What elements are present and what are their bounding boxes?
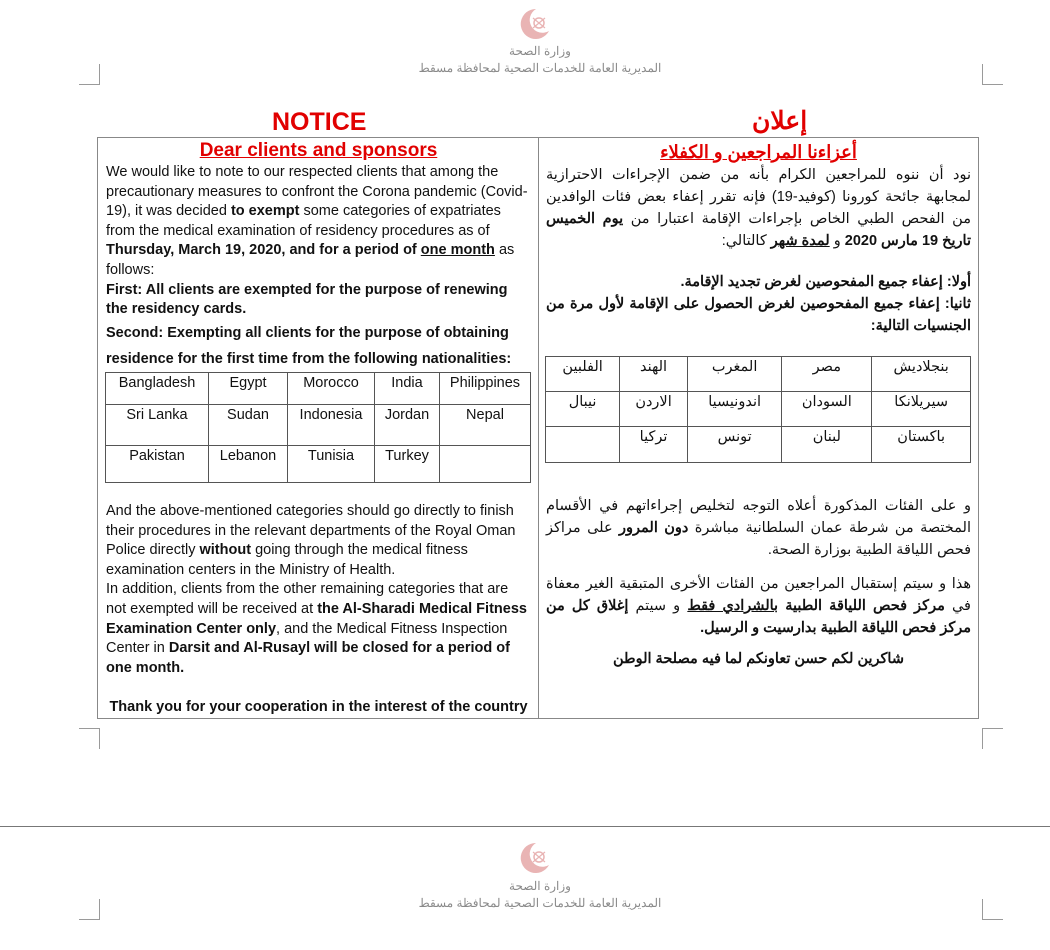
text: And the above-mentioned categories should go directly to finish their procedures in the relevant departments of the Royal Oman Police directly xyxy=(106,503,516,559)
country-cell: Sri Lanka xyxy=(106,405,209,446)
country-cell: الهند xyxy=(620,357,688,392)
notice-title: NOTICE xyxy=(272,108,367,136)
page-separator xyxy=(0,826,1050,827)
country-cell: Morocco xyxy=(288,373,375,405)
country-cell: Indonesia xyxy=(288,405,375,446)
arabic-intro xyxy=(546,164,971,337)
country-cell: India xyxy=(375,373,440,405)
column-divider xyxy=(538,137,539,719)
country-cell xyxy=(546,427,620,463)
text: على مراكز فحص اللياقة الطبية بوزارة الصحة. xyxy=(546,520,971,558)
text: يوم الخميس تاريخ 19 مارس 2020 xyxy=(546,211,971,249)
text: going through the medical fitness examination centers in the Ministry of Health. xyxy=(106,542,468,578)
country-cell: سيريلانكا xyxy=(872,392,971,427)
text: We would like to note to our respected clients that among the precautionary measures to confront the Corona pandemic (Covid-19), it was decided xyxy=(106,164,528,220)
country-cell: تونس xyxy=(687,427,782,463)
text: one month xyxy=(420,242,495,259)
country-cell: تركيا xyxy=(620,427,688,463)
country-cell: Egypt xyxy=(209,373,288,405)
country-cell: اندونيسيا xyxy=(687,392,782,427)
first-clause: First: All clients are exempted for the purpose of renewing the residency cards. xyxy=(106,281,508,318)
arabic-instructions xyxy=(546,495,971,639)
country-cell: Nepal xyxy=(440,405,531,446)
text: to exempt xyxy=(230,203,300,220)
country-cell: Turkey xyxy=(375,446,440,483)
crop-mark xyxy=(79,728,100,749)
text: لمدة شهر xyxy=(770,233,830,249)
country-cell: Sudan xyxy=(209,405,288,446)
country-cell: مصر xyxy=(782,357,872,392)
text: Thank you for your cooperation in the interest of the country xyxy=(109,699,528,715)
text: Darsit and Al-Rusayl will be closed for a period of one month. xyxy=(106,640,510,676)
country-cell: Lebanon xyxy=(209,446,288,483)
english-salutation: Dear clients and sponsors xyxy=(199,140,438,161)
text: شاكرين لكم حسن تعاونكم لما فيه مصلحة الوطن xyxy=(613,651,904,667)
arabic-salutation: أعزاءنا المراجعين و الكفلاء xyxy=(660,142,857,162)
english-instructions xyxy=(106,502,531,678)
text: the Al-Sharadi Medical Fitness Examination Center only xyxy=(106,600,527,637)
text: هذا و سيتم إستقبال المراجعين من الفئات الأخرى المتبقية الغير معفاة في xyxy=(546,576,971,614)
country-cell: لبنان xyxy=(782,427,872,463)
crop-mark xyxy=(79,899,100,920)
country-cell: Philippines xyxy=(440,373,531,405)
country-cell: المغرب xyxy=(687,357,782,392)
country-cell: السودان xyxy=(782,392,872,427)
country-cell xyxy=(440,446,531,483)
text: as follows: xyxy=(106,242,515,278)
text: In addition, clients from the other remaining categories that are not exempted will be received at xyxy=(106,581,509,617)
text: مركز فحص اللياقة الطبية xyxy=(785,598,945,614)
country-cell: باكستان xyxy=(872,427,971,463)
text: , and the Medical Fitness Inspection Center in xyxy=(106,620,508,657)
arabic-countries-table xyxy=(545,356,971,463)
text: دون المرور xyxy=(619,520,689,536)
crop-mark xyxy=(982,899,1003,920)
english-countries-table xyxy=(105,372,531,483)
country-cell: الفلبين xyxy=(546,357,620,392)
crop-mark xyxy=(982,64,1003,85)
crop-mark xyxy=(79,64,100,85)
second-clause: Second: Exempting all clients for the purpose of obtaining residence for the first time from the following nationalities: xyxy=(106,324,512,367)
ministry-name: وزارة الصحة xyxy=(509,44,571,58)
country-cell: نيبال xyxy=(546,392,620,427)
first-clause: أولا: إعفاء جميع المفحوصين لغرض تجديد الإقامة. xyxy=(680,274,971,290)
text: without xyxy=(199,542,252,559)
text: some categories of expatriates from the medical examination of residency procedures as of xyxy=(106,203,501,239)
arabic-notice-title: إعلان xyxy=(752,107,808,135)
country-cell: Pakistan xyxy=(106,446,209,483)
country-cell: بنجلاديش xyxy=(872,357,971,392)
text: و xyxy=(833,233,841,249)
text: Thursday, March 19, 2020, and for a period of xyxy=(106,242,417,259)
country-cell: Bangladesh xyxy=(106,373,209,405)
english-intro xyxy=(106,163,531,372)
ministry-logo-icon xyxy=(514,840,554,876)
text: نود أن ننوه للمراجعين الكرام بأنه من ضمن الإجراءات الاحترازية لمجابهة جائحة كورونا (كوفيد-19) فإنه تقرر إعفاء بعض فئات الوافدين من الفحص الطبي الخاص بإجراءات الإقامة اعتبارا من xyxy=(546,167,971,227)
text: إغلاق كل من مركز فحص اللياقة الطبية بدارسيت و الرسيل. xyxy=(546,598,971,636)
crop-mark xyxy=(982,728,1003,749)
english-thanks xyxy=(106,698,531,718)
ministry-name: وزارة الصحة xyxy=(509,879,571,893)
text: و على الفئات المذكورة أعلاه التوجه لتخليص إجراءاتهم في الأقسام المختصة من شرطة عمان السلطانية مباشرة xyxy=(546,498,971,536)
second-clause: ثانيا: إعفاء جميع المفحوصين لغرض الحصول على الإقامة لأول مرة من الجنسيات التالية: xyxy=(546,296,971,334)
arabic-thanks xyxy=(546,648,971,670)
text: بالشرادي فقط xyxy=(687,598,779,614)
country-cell: Jordan xyxy=(375,405,440,446)
country-cell: Tunisia xyxy=(288,446,375,483)
ministry-logo-icon xyxy=(514,6,554,42)
text: و سيتم xyxy=(635,598,681,614)
directorate-name: المديرية العامة للخدمات الصحية لمحافظة مسقط xyxy=(418,896,662,910)
text: كالتالي: xyxy=(721,233,767,249)
directorate-name: المديرية العامة للخدمات الصحية لمحافظة مسقط xyxy=(418,61,662,75)
country-cell: الاردن xyxy=(620,392,688,427)
